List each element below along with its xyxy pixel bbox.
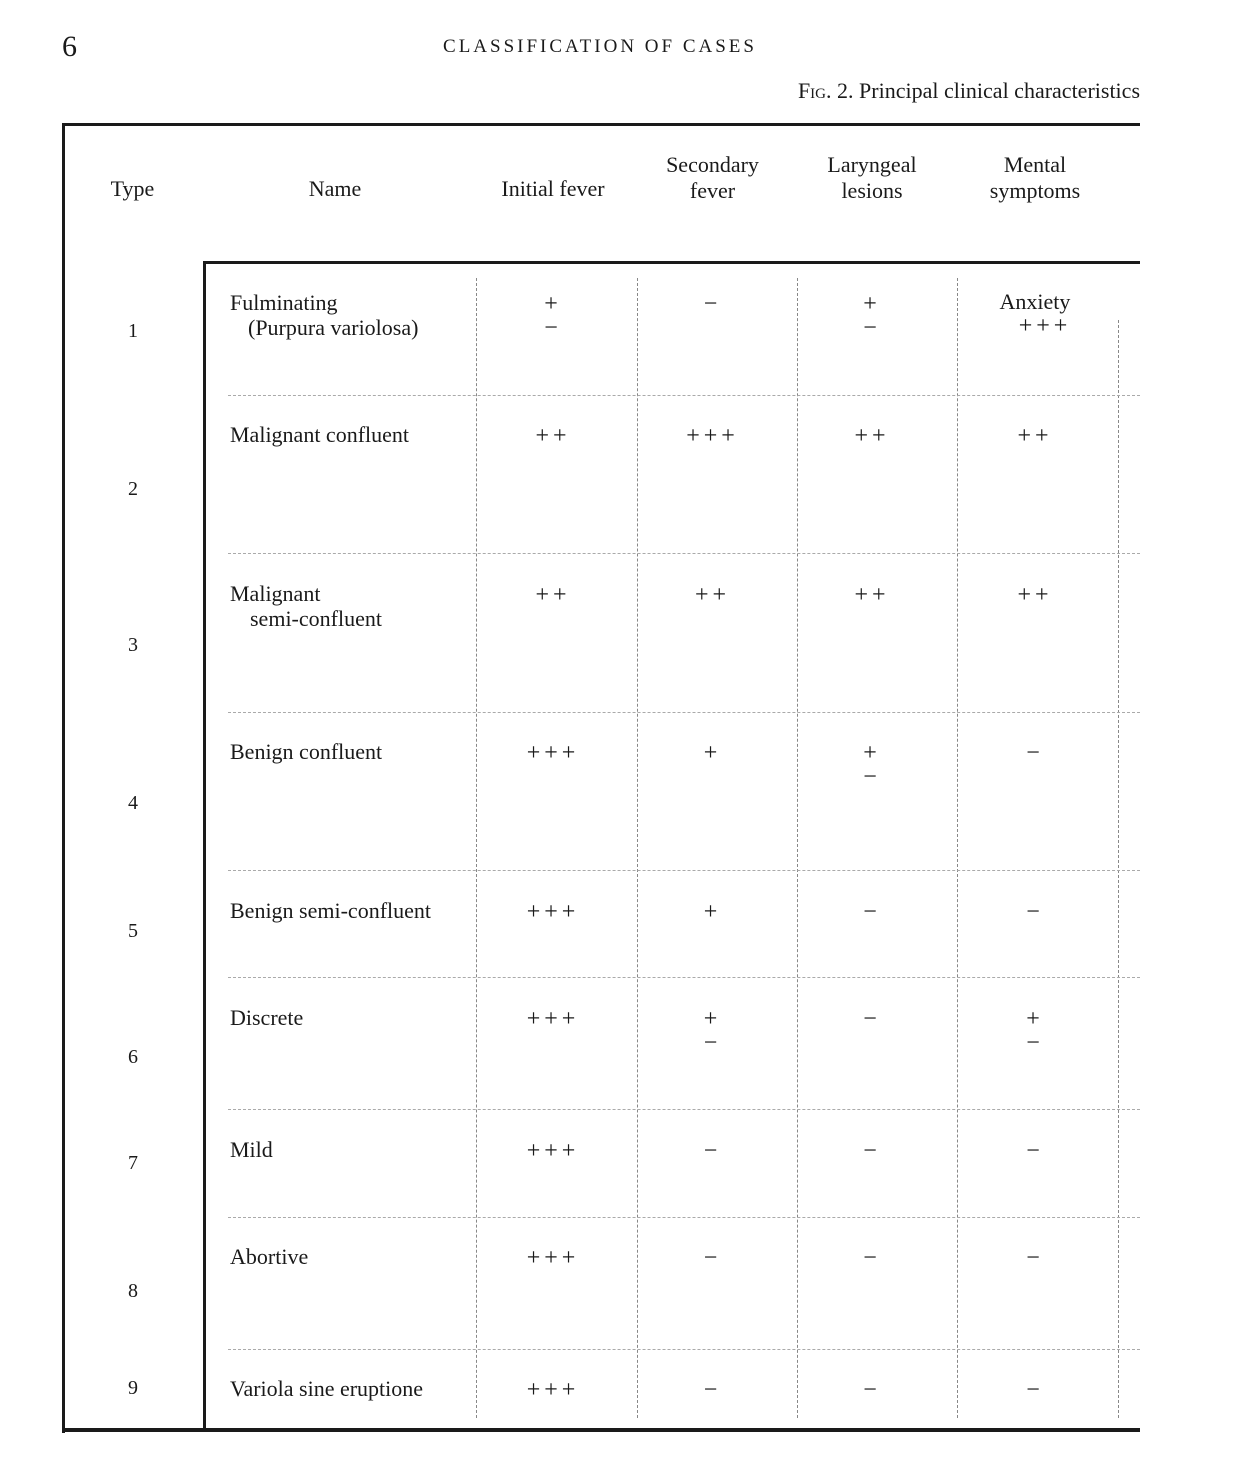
cell-initial-fever: +++: [526, 1138, 580, 1164]
cell-secondary-fever: [640, 292, 785, 316]
row-name-line: (Purpura variolosa): [248, 315, 419, 340]
type-number: 3: [128, 634, 138, 656]
cell-laryngeal-lesions: ++: [854, 423, 890, 449]
cell-mental-symptoms: ++: [1017, 423, 1053, 449]
cell-secondary-fever: [640, 1007, 785, 1055]
row-name-line: semi-confluent: [250, 606, 382, 631]
type-number: 8: [128, 1280, 138, 1302]
cell-initial-fever: +++: [526, 1006, 580, 1032]
body-top-rule: [203, 261, 1140, 264]
row-name-line: Malignant: [230, 581, 321, 606]
row-name-line: Abortive: [230, 1244, 309, 1269]
cell-initial-fever: +++: [526, 899, 580, 925]
cell-initial-fever: ++: [535, 423, 571, 449]
cell-laryngeal-lesions: −: [863, 1138, 881, 1164]
cell-secondary-fever: +: [703, 899, 722, 925]
type-number: 9: [128, 1377, 138, 1399]
row-name: [230, 1376, 423, 1401]
figure-caption: [798, 78, 1140, 104]
value-mark: −: [863, 764, 881, 790]
row-name: [230, 581, 382, 631]
value-mark: +: [863, 740, 881, 766]
cell-initial-fever: [478, 292, 628, 340]
cell-mental-symptoms: −: [1026, 1138, 1044, 1164]
cell-mental-symptoms: −: [1026, 899, 1044, 925]
row-divider: [228, 1217, 1140, 1218]
cell-initial-fever: +++: [526, 1245, 580, 1271]
type-number: 1: [128, 320, 138, 342]
type-number: 5: [128, 920, 138, 942]
header-secondary-line-2: fever: [689, 178, 736, 203]
table-left-rule: [62, 123, 65, 1433]
cell-laryngeal-lesions: −: [863, 1245, 881, 1271]
row-divider: [228, 1109, 1140, 1110]
running-head: CLASSIFICATION OF CASES: [443, 36, 757, 57]
column-divider: [1118, 320, 1119, 1418]
value-mark: +: [544, 291, 562, 317]
cell-initial-fever: +++: [526, 740, 580, 766]
header-laryngeal-lesions: [798, 152, 946, 204]
value-mark: +: [863, 291, 881, 317]
body-left-rule: [203, 261, 206, 1428]
value-mark: +: [703, 1006, 722, 1032]
row-name: [230, 1137, 273, 1162]
type-number: 2: [128, 478, 138, 500]
row-name-line: Discrete: [230, 1005, 304, 1030]
row-name-line: Variola sine eruptione: [230, 1376, 424, 1401]
row-divider: [228, 553, 1140, 554]
value-mark: −: [544, 315, 562, 341]
header-secondary-line-1: Secondary: [666, 152, 759, 177]
column-divider: [637, 278, 638, 1418]
table-top-rule: [62, 123, 1140, 126]
column-divider: [957, 278, 958, 1418]
figure-caption-text: 2. Principal clinical characteristics: [837, 78, 1140, 103]
row-name: [230, 1244, 308, 1269]
row-divider: [228, 395, 1140, 396]
header-laryngeal-line-2: lesions: [841, 178, 903, 203]
header-secondary-fever: [640, 152, 785, 204]
header-name: Name: [308, 176, 362, 201]
header-mental-line-2: symptoms: [989, 178, 1081, 203]
table-bottom-rule: [62, 1428, 1140, 1432]
row-name-line: Malignant confluent: [230, 422, 410, 447]
cell-mental-symptoms: ++: [1017, 582, 1053, 608]
row-name: [230, 898, 431, 923]
value-mark: −: [703, 291, 722, 317]
row-divider: [228, 977, 1140, 978]
cell-initial-fever: ++: [535, 582, 571, 608]
value-mark: −: [863, 315, 881, 341]
header-initial-fever: Initial fever: [501, 176, 605, 201]
row-divider: [228, 870, 1140, 871]
header-mental-symptoms: [960, 152, 1110, 204]
row-name: [230, 422, 409, 447]
cell-secondary-fever: −: [703, 1245, 722, 1271]
column-divider: [476, 278, 477, 1418]
type-number: 7: [128, 1152, 138, 1174]
cell-mental-symptoms: −: [1026, 1377, 1044, 1403]
header-mental-line-1: Mental: [1003, 152, 1067, 177]
cell-mental-symptoms: −: [1026, 1245, 1044, 1271]
page-number: 6: [62, 30, 77, 63]
cell-secondary-fever: +: [703, 740, 722, 766]
type-number: 6: [128, 1046, 138, 1068]
cell-laryngeal-lesions: [798, 292, 946, 340]
figure-label: Fig.: [797, 78, 832, 103]
value-mark: +++: [1018, 313, 1072, 339]
row-name: [230, 739, 382, 764]
header-type: Type: [110, 176, 155, 201]
header-laryngeal-line-1: Laryngeal: [827, 152, 917, 177]
cell-mental-symptoms: [960, 290, 1110, 338]
cell-secondary-fever: ++: [694, 582, 731, 608]
cell-initial-fever: +++: [526, 1377, 580, 1403]
value-mark: +: [1026, 1006, 1044, 1032]
row-divider: [228, 1349, 1140, 1350]
cell-laryngeal-lesions: ++: [854, 582, 890, 608]
cell-secondary-fever: −: [703, 1138, 722, 1164]
cell-mental-symptoms: −: [1026, 740, 1044, 766]
cell-laryngeal-lesions: −: [863, 899, 881, 925]
row-divider: [228, 712, 1140, 713]
row-name-line: Benign confluent: [230, 739, 383, 764]
cell-secondary-fever: −: [703, 1377, 722, 1403]
row-name-line: Benign semi-confluent: [230, 898, 432, 923]
cell-mental-symptoms: [960, 1007, 1110, 1055]
type-number: 4: [128, 792, 138, 814]
row-name: [230, 290, 418, 340]
row-name-line: Mild: [230, 1137, 273, 1162]
row-name-line: Fulminating: [230, 290, 338, 315]
cell-laryngeal-lesions: [798, 741, 946, 789]
cell-laryngeal-lesions: −: [863, 1006, 881, 1032]
row-name: [230, 1005, 303, 1030]
value-mark: −: [1026, 1030, 1044, 1056]
value-mark: −: [703, 1030, 722, 1056]
cell-secondary-fever: +++: [686, 423, 739, 449]
cell-laryngeal-lesions: −: [863, 1377, 881, 1403]
value-text: Anxiety: [999, 289, 1071, 314]
